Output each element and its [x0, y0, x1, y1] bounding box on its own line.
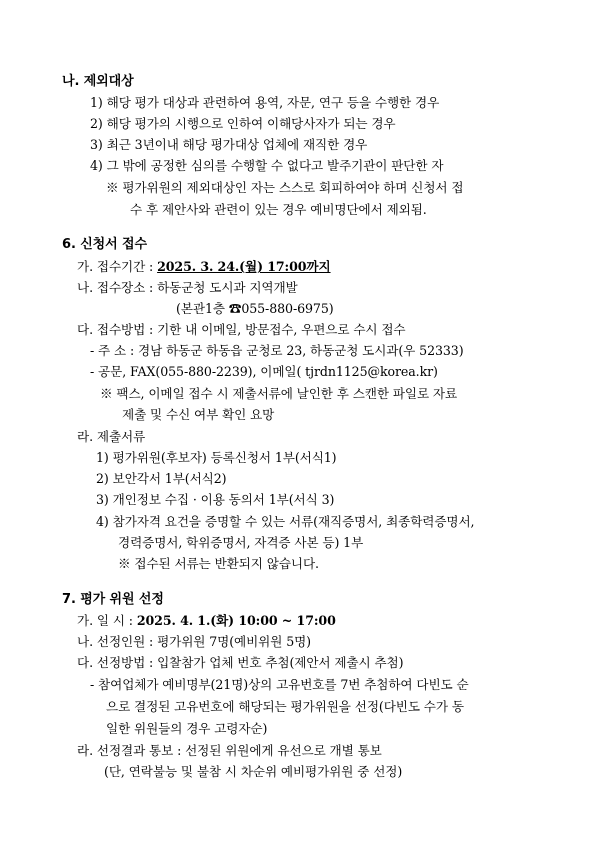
selection-detail-line2: 으로 결정된 고유번호에 해당되는 평가위원을 선정(다빈도 수가 동 [106, 699, 464, 714]
application-period-value: 2025. 3. 24.(월) 17:00까지 [157, 259, 331, 274]
selection-date [77, 613, 336, 629]
document-item-3: 3) 개인정보 수집 · 이용 동의서 1부(서식 3) [96, 492, 335, 507]
document-item-4-continued: 경력증명서, 학위증명서, 자격증 사본 등) 1부 [118, 535, 364, 550]
exclusion-item-1: 1) 해당 평가 대상과 관련하여 용역, 자문, 연구 등을 수행한 경우 [90, 95, 440, 110]
exclusion-item-4: 4) 그 밖에 공정한 심의를 수행할 수 없다고 발주기관이 판단한 자 [90, 158, 444, 173]
selection-method: 다. 선정방법 : 입찰참가 업체 번호 추첨(제안서 제출시 추첨) [77, 655, 404, 670]
application-method: 다. 접수방법 : 기한 내 이메일, 방문접수, 우편으로 수시 접수 [77, 322, 406, 337]
selection-date-value: 2025. 4. 1.(화) 10:00 ~ 17:00 [136, 613, 336, 628]
section7-heading: 7. 평가 위원 선정 [62, 592, 164, 607]
selection-detail-line1: - 참여업체가 예비명부(21명)상의 고유번호를 7번 추첨하여 다빈도 순 [90, 677, 469, 692]
selection-date-label: 가. 일 시 : [77, 613, 137, 628]
selection-count: 나. 선정인원 : 평가위원 7명(예비위원 5명) [77, 634, 311, 649]
application-period [77, 259, 331, 275]
exclusion-item-3: 3) 최근 3년이내 해당 평가대상 업체에 재직한 경우 [90, 137, 368, 152]
selection-notify: 라. 선정결과 통보 : 선정된 위원에게 유선으로 개별 통보 [77, 743, 382, 758]
selection-notify-note: (단, 연락불능 및 불참 시 차순위 예비평가위원 중 선정) [104, 764, 403, 779]
section6-heading: 6. 신청서 접수 [62, 237, 147, 252]
document-item-4: 4) 참가자격 요건을 증명할 수 있는 서류(재직증명서, 최종학력증명서, [96, 514, 475, 529]
document-item-2: 2) 보안각서 1부(서식2) [96, 471, 227, 486]
exclusion-item-2: 2) 해당 평가의 시행으로 인하여 이해당사자가 되는 경우 [90, 116, 396, 131]
application-place-line1: 나. 접수장소 : 하동군청 도시과 지역개발 [77, 280, 298, 295]
application-contact: - 공문, FAX(055-880-2239), 이메일( tjrdn1125@korea.kr) [90, 364, 438, 379]
application-place-line2: (본관1층 ☎055-880-6975) [176, 301, 334, 316]
documents-note: ※ 접수된 서류는 반환되지 않습니다. [118, 556, 319, 571]
application-note-line2: 제출 및 수신 여부 확인 요망 [122, 407, 275, 422]
selection-detail-line3: 일한 위원들의 경우 고령자순) [106, 721, 268, 736]
document-item-1: 1) 평가위원(후보자) 등록신청서 1부(서식1) [96, 450, 337, 465]
application-note-line1: ※ 팩스, 이메일 접수 시 제출서류에 날인한 후 스캔한 파일로 자료 [100, 386, 458, 401]
application-address: - 주 소 : 경남 하동군 하동읍 군청로 23, 하동군청 도시과(우 52333) [90, 343, 464, 358]
application-period-label: 가. 접수기간 : [77, 259, 158, 274]
section-na-heading: 나. 제외대상 [62, 74, 134, 89]
documents-heading: 라. 제출서류 [77, 429, 146, 444]
exclusion-note-line2: 수 후 제안사와 관련이 있는 경우 예비명단에서 제외됨. [130, 202, 427, 217]
exclusion-note-line1: ※ 평가위원의 제외대상인 자는 스스로 회피하여야 하며 신청서 접 [106, 180, 464, 195]
